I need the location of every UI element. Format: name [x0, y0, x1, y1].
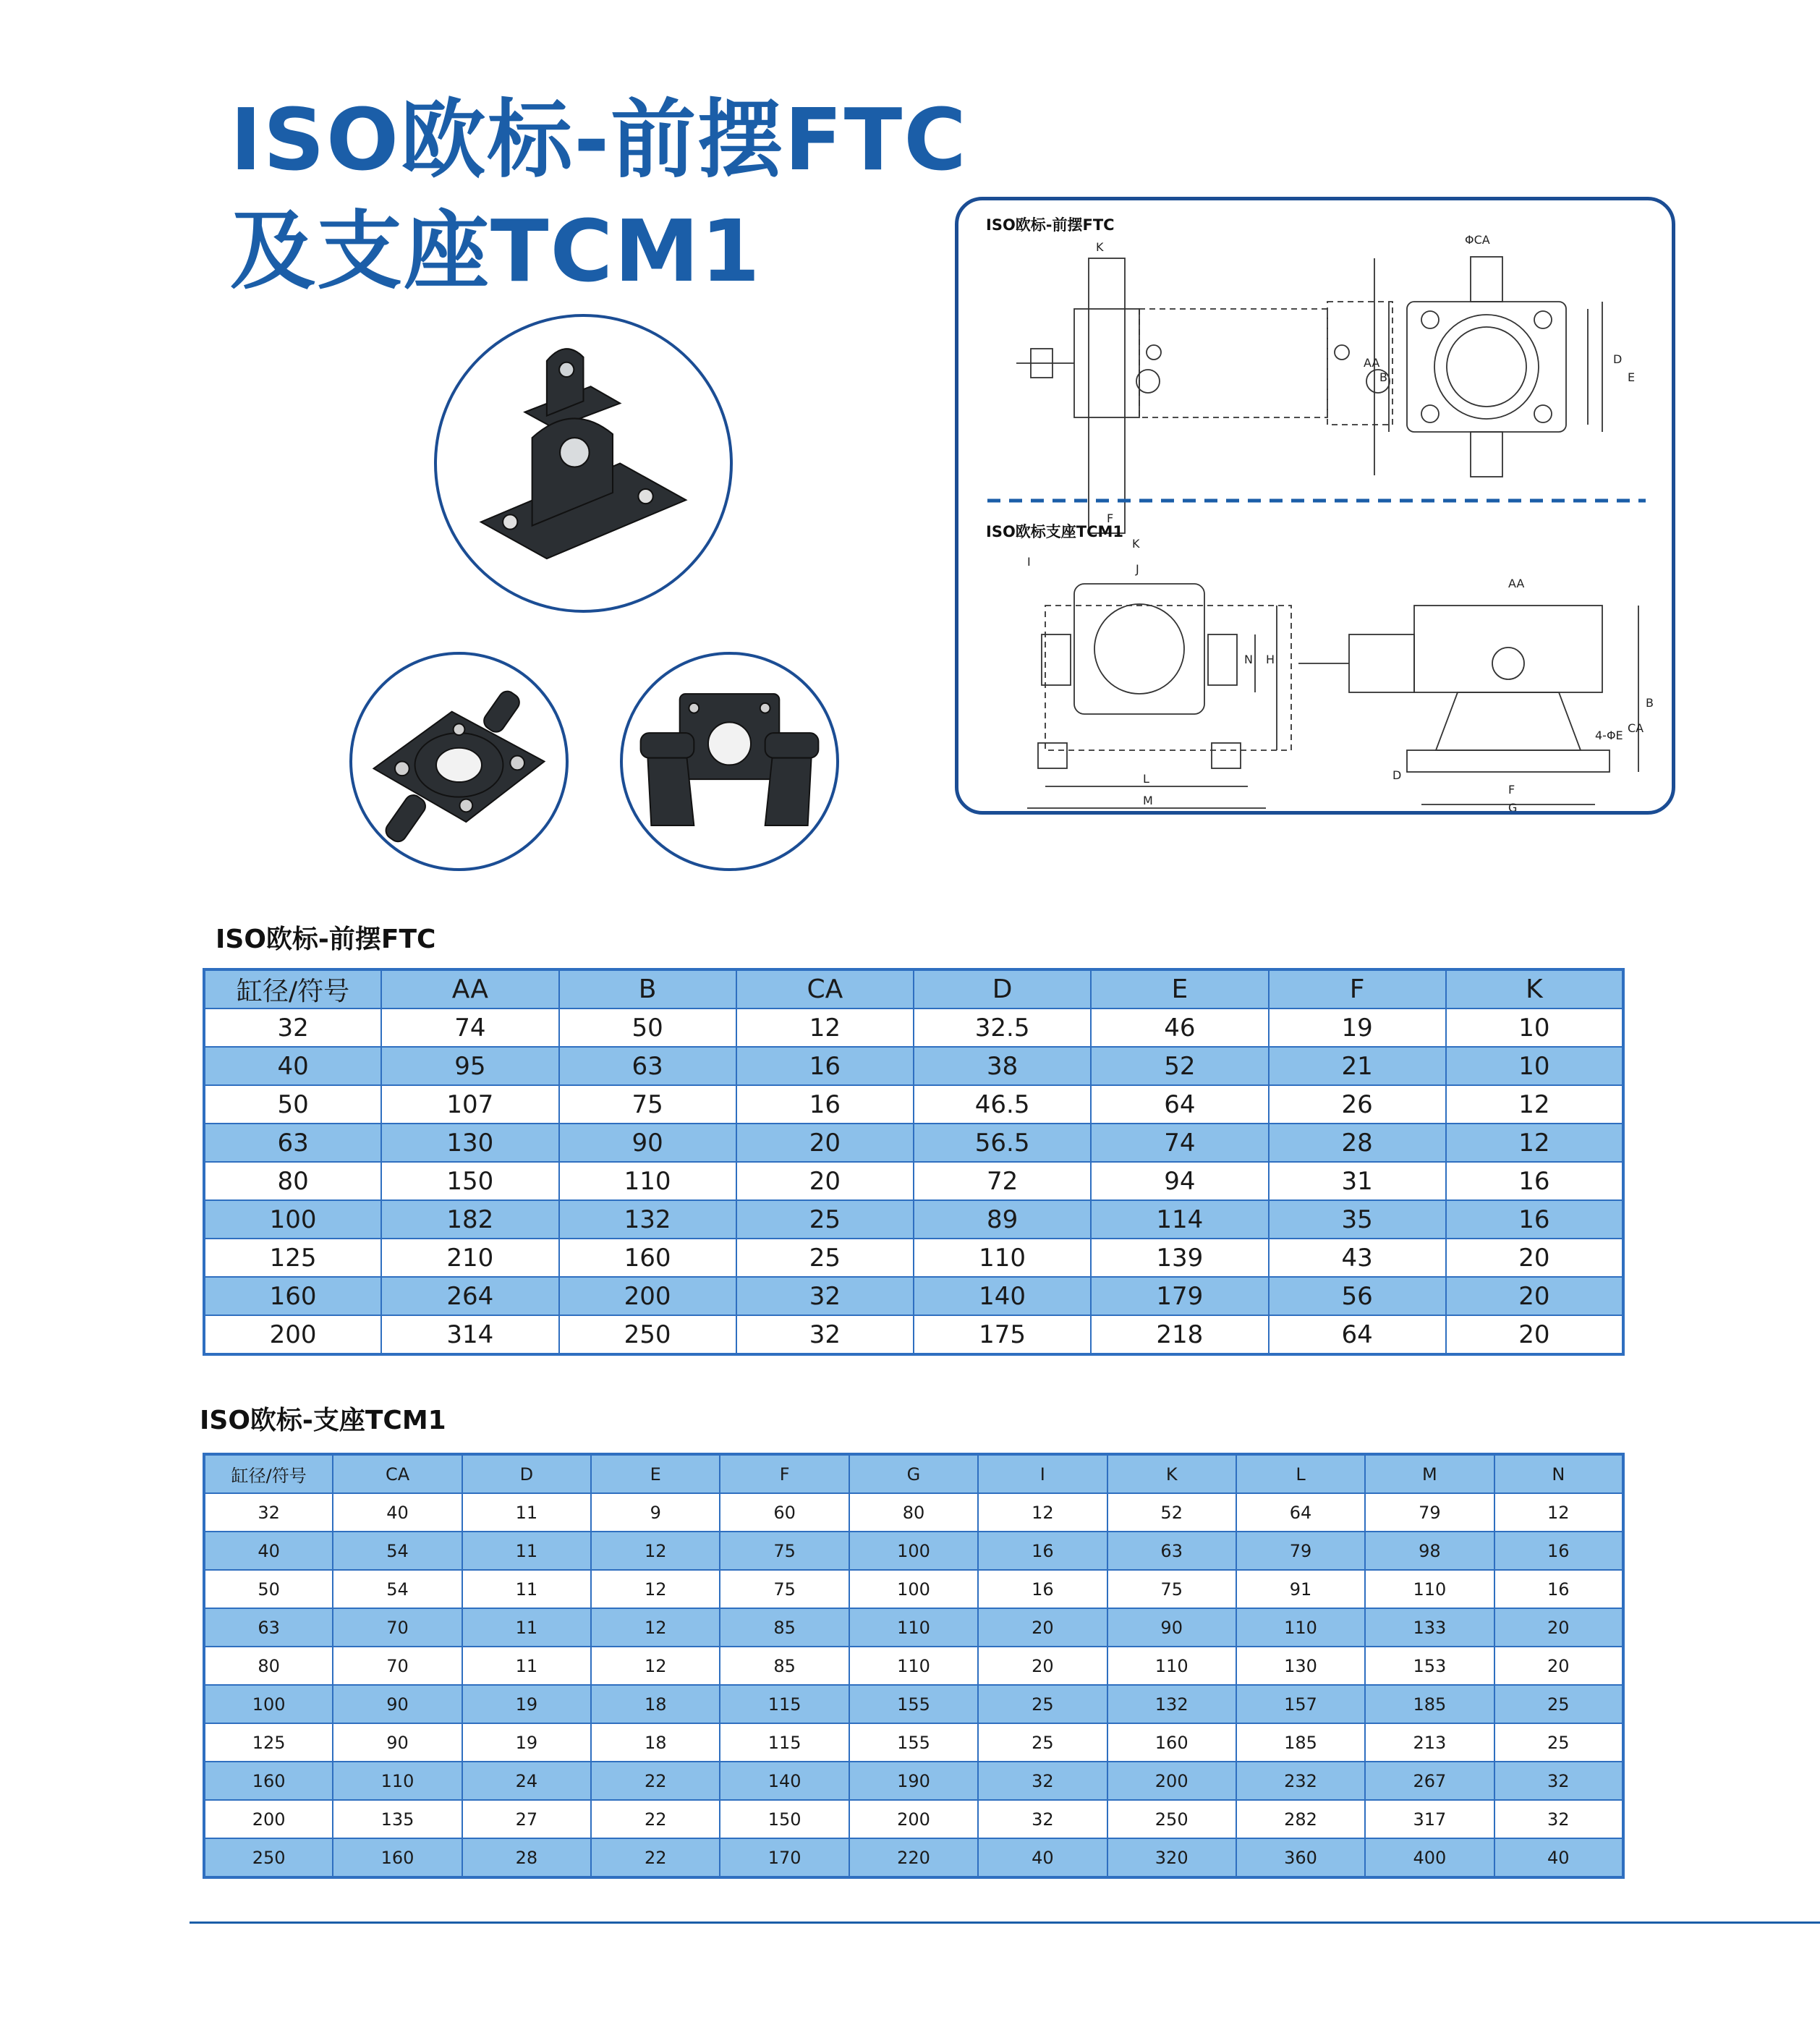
table-cell: 63 [1107, 1532, 1236, 1570]
table-cell: 16 [978, 1570, 1107, 1608]
dimension-label: B [1646, 696, 1654, 710]
table-cell: 320 [1107, 1838, 1236, 1877]
table-cell: 11 [462, 1647, 591, 1685]
table-cell: 16 [1446, 1162, 1623, 1200]
dimension-label: F [1107, 511, 1114, 525]
column-header: D [914, 969, 1091, 1009]
drawing-label-tcm1: ISO欧标支座TCM1 [986, 523, 1124, 540]
column-header: E [1091, 969, 1268, 1009]
table-cell: 90 [1107, 1608, 1236, 1647]
dimension-label: H [1266, 653, 1275, 666]
table-cell: 50 [204, 1570, 333, 1608]
table-cell: 130 [381, 1124, 558, 1162]
table-cell: 200 [849, 1800, 978, 1838]
table-cell: 70 [333, 1647, 462, 1685]
table-cell: 95 [381, 1047, 558, 1085]
dimension-drawing [958, 200, 1672, 811]
tcm1-dimension-table [203, 1453, 1625, 1879]
dimension-label: ΦCA [1465, 233, 1490, 247]
table-row [204, 1315, 1623, 1354]
table-cell: 16 [736, 1047, 914, 1085]
table-cell: 90 [333, 1685, 462, 1723]
table-cell: 60 [720, 1493, 849, 1532]
table-cell: 54 [333, 1532, 462, 1570]
table-cell: 160 [204, 1277, 381, 1315]
table-cell: 125 [204, 1723, 333, 1762]
dimension-label: J [1136, 562, 1139, 576]
table-cell: 100 [849, 1570, 978, 1608]
table-cell: 135 [333, 1800, 462, 1838]
table-cell: 24 [462, 1762, 591, 1800]
table-cell: 43 [1269, 1239, 1446, 1277]
table-cell: 250 [559, 1315, 736, 1354]
table-cell: 75 [720, 1570, 849, 1608]
table-cell: 26 [1269, 1085, 1446, 1124]
table-cell: 110 [333, 1762, 462, 1800]
table-cell: 40 [204, 1047, 381, 1085]
table-cell: 115 [720, 1685, 849, 1723]
table-cell: 132 [1107, 1685, 1236, 1723]
table-cell: 32 [1494, 1762, 1623, 1800]
dimension-label: K [1096, 240, 1104, 254]
column-header: L [1236, 1454, 1365, 1493]
table-cell: 185 [1365, 1685, 1494, 1723]
table-cell: 110 [1236, 1608, 1365, 1647]
table-cell: 110 [849, 1647, 978, 1685]
table-cell: 22 [591, 1762, 720, 1800]
table-cell: 16 [978, 1532, 1107, 1570]
table-cell: 91 [1236, 1570, 1365, 1608]
table-cell: 90 [333, 1723, 462, 1762]
table-cell: 94 [1091, 1162, 1268, 1200]
table-cell: 267 [1365, 1762, 1494, 1800]
dimension-label: CA [1628, 721, 1644, 735]
table-cell: 19 [462, 1723, 591, 1762]
table-cell: 115 [720, 1723, 849, 1762]
table-cell: 250 [1107, 1800, 1236, 1838]
table-cell: 63 [204, 1608, 333, 1647]
table-cell: 12 [591, 1647, 720, 1685]
table-row [204, 1608, 1623, 1647]
table-cell: 232 [1236, 1762, 1365, 1800]
table-cell: 25 [1494, 1723, 1623, 1762]
table-cell: 32 [978, 1800, 1107, 1838]
table-cell: 64 [1269, 1315, 1446, 1354]
table-cell: 25 [736, 1239, 914, 1277]
pivot-bracket-photo [434, 314, 733, 613]
table-cell: 210 [381, 1239, 558, 1277]
table-cell: 22 [591, 1800, 720, 1838]
table-row [204, 1723, 1623, 1762]
table-cell: 150 [381, 1162, 558, 1200]
table-cell: 100 [204, 1685, 333, 1723]
table-cell: 25 [978, 1685, 1107, 1723]
table-row [204, 1124, 1623, 1162]
table-cell: 110 [914, 1239, 1091, 1277]
table-row [204, 1047, 1623, 1085]
table-cell: 28 [462, 1838, 591, 1877]
table-cell: 64 [1091, 1085, 1268, 1124]
column-header: K [1107, 1454, 1236, 1493]
column-header: F [720, 1454, 849, 1493]
table-cell: 20 [1494, 1647, 1623, 1685]
table-cell: 79 [1236, 1532, 1365, 1570]
table-row [204, 1239, 1623, 1277]
table-cell: 157 [1236, 1685, 1365, 1723]
column-header: D [462, 1454, 591, 1493]
table-cell: 32 [204, 1493, 333, 1532]
table-cell: 110 [1107, 1647, 1236, 1685]
column-header: M [1365, 1454, 1494, 1493]
column-header: CA [736, 969, 914, 1009]
footer-divider [190, 1922, 1820, 1924]
table-cell: 89 [914, 1200, 1091, 1239]
table-cell: 160 [559, 1239, 736, 1277]
table-cell: 12 [1494, 1493, 1623, 1532]
column-header: G [849, 1454, 978, 1493]
table-cell: 75 [1107, 1570, 1236, 1608]
table-cell: 20 [1494, 1608, 1623, 1647]
table-cell: 250 [204, 1838, 333, 1877]
table-cell: 32 [978, 1762, 1107, 1800]
table-cell: 170 [720, 1838, 849, 1877]
dimension-label: D [1613, 352, 1623, 366]
table-cell: 35 [1269, 1200, 1446, 1239]
table-row [204, 1800, 1623, 1838]
table-cell: 20 [978, 1647, 1107, 1685]
table-cell: 10 [1446, 1009, 1623, 1047]
dimension-label: G [1508, 801, 1518, 811]
table-cell: 175 [914, 1315, 1091, 1354]
table-cell: 213 [1365, 1723, 1494, 1762]
table-cell: 190 [849, 1762, 978, 1800]
table-cell: 133 [1365, 1608, 1494, 1647]
table-cell: 155 [849, 1685, 978, 1723]
table-cell: 20 [1446, 1315, 1623, 1354]
table-cell: 132 [559, 1200, 736, 1239]
table-cell: 200 [204, 1315, 381, 1354]
table-cell: 160 [333, 1838, 462, 1877]
table-cell: 200 [204, 1800, 333, 1838]
table-cell: 85 [720, 1647, 849, 1685]
table-cell: 52 [1091, 1047, 1268, 1085]
table-cell: 282 [1236, 1800, 1365, 1838]
table-cell: 12 [591, 1608, 720, 1647]
table-cell: 63 [204, 1124, 381, 1162]
table-cell: 90 [559, 1124, 736, 1162]
table-cell: 125 [204, 1239, 381, 1277]
table-cell: 79 [1365, 1493, 1494, 1532]
trunnion-flange-photo [349, 652, 569, 871]
dimension-label: AA [1508, 577, 1525, 590]
table-cell: 200 [559, 1277, 736, 1315]
table-cell: 46 [1091, 1009, 1268, 1047]
table-cell: 19 [462, 1685, 591, 1723]
table-cell: 27 [462, 1800, 591, 1838]
table-cell: 32 [1494, 1800, 1623, 1838]
table-cell: 12 [978, 1493, 1107, 1532]
ftc-dimension-table [203, 968, 1625, 1356]
dimension-label: E [1628, 370, 1636, 384]
dimension-label: 4-ΦE [1595, 729, 1623, 742]
table-cell: 18 [591, 1723, 720, 1762]
table-cell: 160 [204, 1762, 333, 1800]
table-cell: 11 [462, 1608, 591, 1647]
table-cell: 32 [204, 1009, 381, 1047]
table2-title: ISO欧标-支座TCM1 [200, 1406, 446, 1435]
table-cell: 85 [720, 1608, 849, 1647]
table1-title: ISO欧标-前摆FTC [216, 925, 436, 954]
table-cell: 20 [736, 1124, 914, 1162]
table-cell: 74 [1091, 1124, 1268, 1162]
table-cell: 140 [720, 1762, 849, 1800]
table-cell: 20 [1446, 1277, 1623, 1315]
column-header: B [559, 969, 736, 1009]
table-cell: 32 [736, 1277, 914, 1315]
table-cell: 32.5 [914, 1009, 1091, 1047]
table-cell: 12 [1446, 1085, 1623, 1124]
table-cell: 360 [1236, 1838, 1365, 1877]
dimension-label: L [1143, 772, 1149, 786]
column-header: CA [333, 1454, 462, 1493]
table-cell: 114 [1091, 1200, 1268, 1239]
table-cell: 75 [720, 1532, 849, 1570]
dimension-label: K [1132, 537, 1140, 551]
table-cell: 16 [1494, 1532, 1623, 1570]
table-cell: 52 [1107, 1493, 1236, 1532]
table-cell: 70 [333, 1608, 462, 1647]
table-cell: 16 [1446, 1200, 1623, 1239]
table-cell: 140 [914, 1277, 1091, 1315]
table-cell: 56.5 [914, 1124, 1091, 1162]
table-cell: 11 [462, 1570, 591, 1608]
table-cell: 32 [736, 1315, 914, 1354]
column-header: I [978, 1454, 1107, 1493]
dimension-label: B [1379, 370, 1387, 384]
table-row [204, 1685, 1623, 1723]
column-header: E [591, 1454, 720, 1493]
table-cell: 110 [849, 1608, 978, 1647]
technical-drawing-panel [955, 197, 1675, 815]
table-cell: 19 [1269, 1009, 1446, 1047]
table-row [204, 1085, 1623, 1124]
column-header: 缸径/符号 [204, 969, 381, 1009]
table-cell: 9 [591, 1493, 720, 1532]
table-cell: 25 [736, 1200, 914, 1239]
table-cell: 11 [462, 1532, 591, 1570]
table-cell: 54 [333, 1570, 462, 1608]
table-row [204, 1009, 1623, 1047]
column-header: F [1269, 969, 1446, 1009]
column-header: AA [381, 969, 558, 1009]
table-cell: 20 [978, 1608, 1107, 1647]
table-cell: 110 [1365, 1570, 1494, 1608]
column-header: K [1446, 969, 1623, 1009]
table-cell: 218 [1091, 1315, 1268, 1354]
table-cell: 182 [381, 1200, 558, 1239]
table-cell: 20 [736, 1162, 914, 1200]
table-cell: 56 [1269, 1277, 1446, 1315]
trunnion-support-photo [620, 652, 839, 871]
table-cell: 12 [736, 1009, 914, 1047]
table-cell: 80 [204, 1647, 333, 1685]
table-cell: 16 [1494, 1570, 1623, 1608]
table-cell: 50 [204, 1085, 381, 1124]
table-cell: 98 [1365, 1532, 1494, 1570]
table-cell: 28 [1269, 1124, 1446, 1162]
dimension-label: M [1143, 794, 1153, 807]
table-cell: 10 [1446, 1047, 1623, 1085]
table-row [204, 1647, 1623, 1685]
table-cell: 63 [559, 1047, 736, 1085]
table-cell: 31 [1269, 1162, 1446, 1200]
table-cell: 139 [1091, 1239, 1268, 1277]
page-title-line-2: 及支座TCM1 [230, 201, 762, 301]
table-cell: 40 [333, 1493, 462, 1532]
table-cell: 64 [1236, 1493, 1365, 1532]
column-header: 缸径/符号 [204, 1454, 333, 1493]
table-cell: 40 [1494, 1838, 1623, 1877]
table-cell: 50 [559, 1009, 736, 1047]
table-cell: 40 [978, 1838, 1107, 1877]
table-cell: 185 [1236, 1723, 1365, 1762]
table-cell: 75 [559, 1085, 736, 1124]
table-cell: 160 [1107, 1723, 1236, 1762]
table-cell: 12 [591, 1532, 720, 1570]
table-cell: 220 [849, 1838, 978, 1877]
table-cell: 40 [204, 1532, 333, 1570]
page-title-line-1: ISO欧标-前摆FTC [230, 90, 968, 190]
table-cell: 179 [1091, 1277, 1268, 1315]
table-row [204, 1162, 1623, 1200]
table-cell: 317 [1365, 1800, 1494, 1838]
table-row [204, 1838, 1623, 1877]
table-row [204, 1277, 1623, 1315]
table-cell: 100 [849, 1532, 978, 1570]
table-cell: 11 [462, 1493, 591, 1532]
table-cell: 130 [1236, 1647, 1365, 1685]
table-row [204, 1570, 1623, 1608]
table-cell: 74 [381, 1009, 558, 1047]
table-cell: 25 [978, 1723, 1107, 1762]
table-cell: 110 [559, 1162, 736, 1200]
table-cell: 46.5 [914, 1085, 1091, 1124]
table-cell: 100 [204, 1200, 381, 1239]
table-row [204, 1200, 1623, 1239]
table-row [204, 1532, 1623, 1570]
table-cell: 150 [720, 1800, 849, 1838]
dimension-label: D [1392, 768, 1402, 782]
drawing-label-ftc: ISO欧标-前摆FTC [986, 216, 1115, 234]
table-cell: 21 [1269, 1047, 1446, 1085]
table-cell: 314 [381, 1315, 558, 1354]
table-header-row [204, 969, 1623, 1009]
table-cell: 25 [1494, 1685, 1623, 1723]
dimension-label: AA [1364, 356, 1380, 370]
table-cell: 20 [1446, 1239, 1623, 1277]
dimension-label: F [1508, 783, 1515, 797]
table-cell: 38 [914, 1047, 1091, 1085]
table-cell: 153 [1365, 1647, 1494, 1685]
table-cell: 264 [381, 1277, 558, 1315]
table-cell: 80 [849, 1493, 978, 1532]
table-cell: 22 [591, 1838, 720, 1877]
table-cell: 80 [204, 1162, 381, 1200]
table-cell: 12 [591, 1570, 720, 1608]
table-cell: 200 [1107, 1762, 1236, 1800]
dimension-label: N [1244, 653, 1253, 666]
table-cell: 12 [1446, 1124, 1623, 1162]
dimension-label: I [1027, 555, 1031, 569]
table-cell: 16 [736, 1085, 914, 1124]
column-header: N [1494, 1454, 1623, 1493]
table-cell: 155 [849, 1723, 978, 1762]
table-row [204, 1762, 1623, 1800]
table-cell: 107 [381, 1085, 558, 1124]
table-cell: 18 [591, 1685, 720, 1723]
table-row [204, 1493, 1623, 1532]
table-cell: 400 [1365, 1838, 1494, 1877]
table-header-row [204, 1454, 1623, 1493]
table-cell: 72 [914, 1162, 1091, 1200]
